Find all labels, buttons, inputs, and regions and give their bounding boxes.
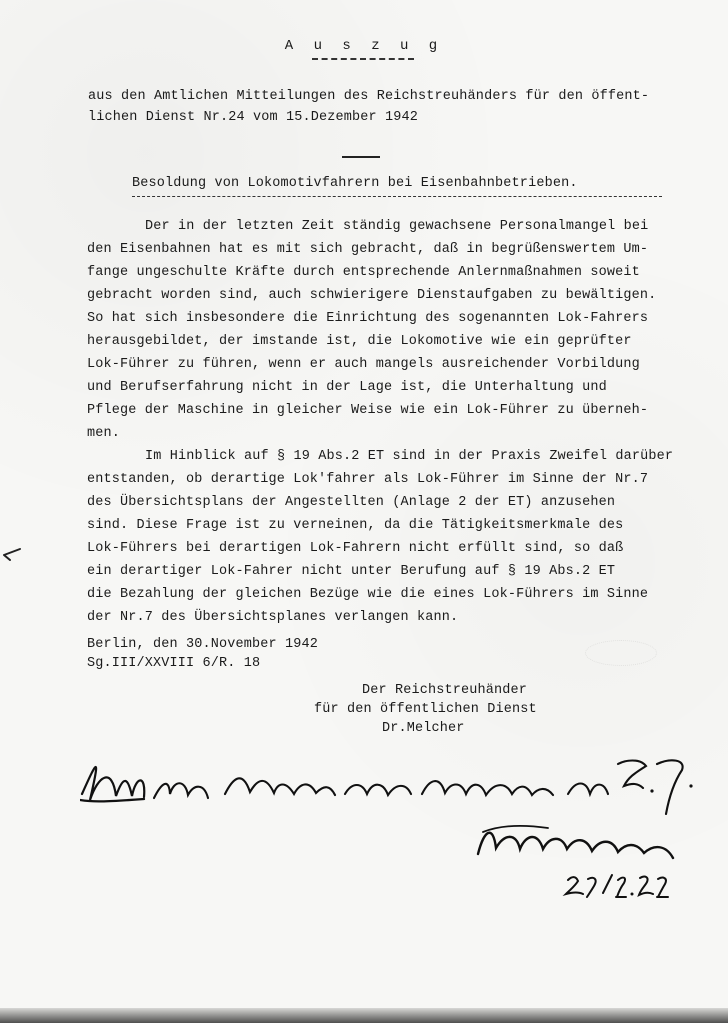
reference-number: Sg.III/XXVIII 6/R. 18 (87, 656, 261, 671)
title-underline (312, 58, 414, 60)
paragraph-2-line-1: Im Hinblick auf § 19 Abs.2 ET sind in der Praxis Zweifel darüber (145, 449, 674, 464)
paragraph-1-line-10: men. (87, 426, 121, 441)
paragraph-2-line-6: ein derartiger Lok-Fahrer nicht unter Berufung auf § 19 Abs.2 ET (87, 564, 616, 579)
faint-stamp-mark (585, 640, 657, 666)
paragraph-1-line-7: Lok-Führer zu führen, wenn er auch mangels ausreichender Vorbildung (87, 357, 640, 372)
paragraph-1-line-6: herausgebildet, der imstande ist, die Lokomotive wie ein geprüfter (87, 334, 632, 349)
divider-line (342, 156, 380, 158)
intro-line-2: lichen Dienst Nr.24 vom 15.Dezember 1942 (88, 110, 419, 125)
paragraph-1-line-9: Pflege der Maschine in gleicher Weise wie ein Lok-Führer zu überneh- (87, 403, 649, 418)
document-title: A u s z u g (284, 38, 444, 54)
signature-block-line-3: Dr.Melcher (382, 721, 465, 736)
handwritten-note-signature-icon (80, 748, 700, 918)
subject-line: Besoldung von Lokomotivfahrern bei Eisenbahnbetrieben. (132, 176, 578, 191)
paragraph-1-line-1: Der in der letzten Zeit ständig gewachsene Personalmangel bei (145, 219, 649, 234)
paragraph-2-line-4: sind. Diese Frage ist zu verneinen, da die Tätigkeitsmerkmale des (87, 518, 624, 533)
pencil-arrow-mark-icon (2, 544, 24, 562)
signature-block-line-1: Der Reichstreuhänder (362, 683, 528, 698)
paragraph-2-line-2: entstanden, ob derartige Lok'fahrer als Lok-Führer im Sinne der Nr.7 (87, 472, 649, 487)
intro-line-1: aus den Amtlichen Mitteilungen des Reichstreuhänders für den öffent- (88, 89, 650, 104)
paragraph-1-line-3: fange ungeschulte Kräfte durch entsprechende Anlernmaßnahmen soweit (87, 265, 640, 280)
paragraph-1-line-4: gebracht worden sind, auch schwierigere Dienstaufgaben zu bewältigen. (87, 288, 657, 303)
subject-underline (132, 196, 662, 197)
paragraph-2-line-8: der Nr.7 des Übersichtsplanes verlangen kann. (87, 610, 459, 625)
paragraph-1-line-8: und Berufserfahrung nicht in der Lage ist, die Unterhaltung und (87, 380, 607, 395)
paragraph-2-line-7: die Bezahlung der gleichen Bezüge wie die eines Lok-Führers im Sinne (87, 587, 649, 602)
paragraph-2-line-3: des Übersichtsplans der Angestellten (Anlage 2 der ET) anzusehen (87, 495, 616, 510)
place-date: Berlin, den 30.November 1942 (87, 637, 319, 652)
paragraph-1-line-2: den Eisenbahnen hat es mit sich gebracht, daß in begrüßenswertem Um- (87, 242, 649, 257)
signature-block-line-2: für den öffentlichen Dienst (314, 702, 537, 717)
paragraph-1-line-5: So hat sich insbesondere die Einrichtung des sogenannten Lok-Fahrers (87, 311, 649, 326)
paragraph-2-line-5: Lok-Führers bei derartigen Lok-Fahrern nicht erfüllt sind, so daß (87, 541, 624, 556)
scan-bottom-edge (0, 1008, 728, 1023)
